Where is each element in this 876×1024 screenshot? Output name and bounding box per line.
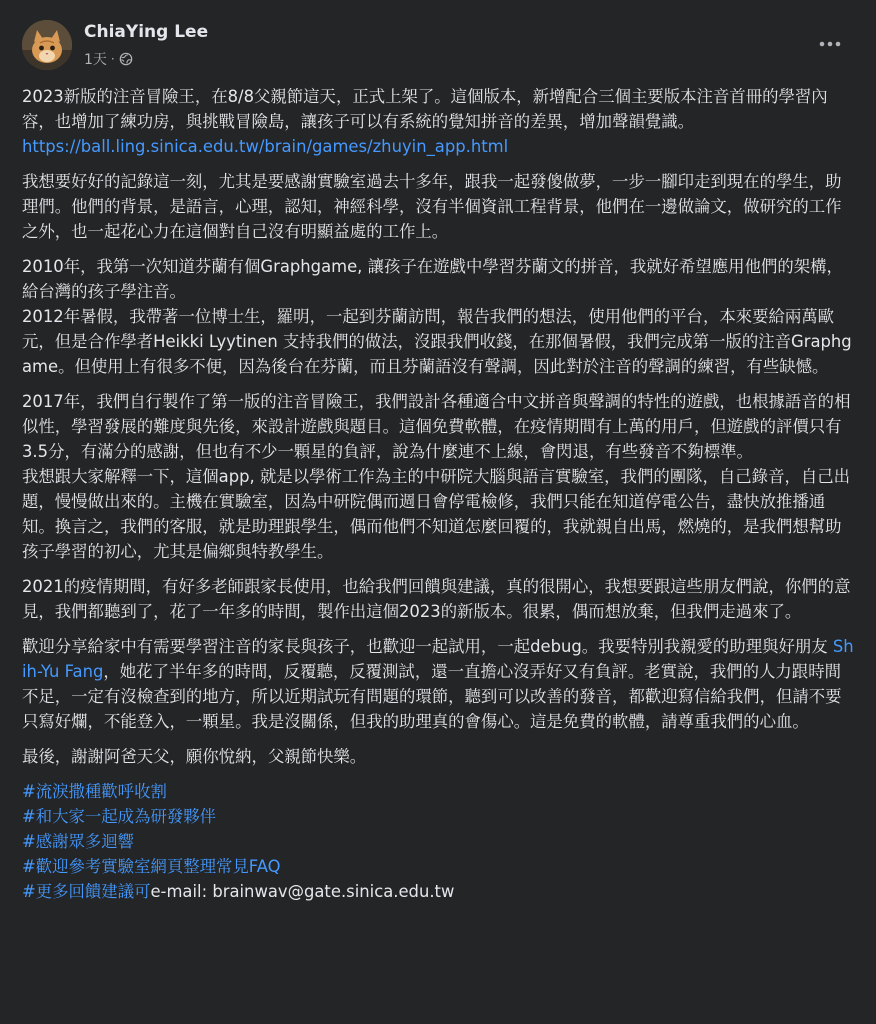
paragraph-release: 2023新版的注音冒險王，在8/8父親節這天，正式上架了。這個版本，新增配合三個主要版本注音首冊的學習內容，也增加了練功房，與挑戰冒險島，讓孩子可以有系統的覺知拼音的差異，增加聲韻覺識。: [22, 87, 828, 131]
post-time[interactable]: 1天: [84, 52, 107, 68]
post-header: [22, 18, 854, 74]
author-name[interactable]: ChiaYing Lee: [84, 22, 209, 42]
welcome-text-before: 歡迎分享給家中有需要學習注音的家長與孩子，也歡迎一起試用，一起debug。我要特別我親愛的助理與好朋友: [22, 637, 833, 656]
paragraph-2021: 2021的疫情期間，有好多老師跟家長使用，也給我們回饋與建議，真的很開心，我想要跟這些朋友們說，你們的意見，我們都聽到了，花了一年多的時間，製作出這個2023的新版本。很累，偶而想放棄，但我們走過來了。: [22, 577, 851, 621]
mention-shih-yu-fang[interactable]: Shih-Yu Fang: [22, 637, 854, 681]
meta-separator: ·: [110, 52, 115, 66]
hashtag-link[interactable]: #更多回饋建議可: [22, 882, 151, 901]
welcome-text-after: ，她花了半年多的時間，反覆聽，反覆測試，還一直擔心沒弄好又有負評。老實說，我們的人力跟時間不足，一定有沒檢查到的地方，所以近期試玩有問題的環節，聽到可以改善的發音，都歡迎寫信給我們，但請不要只寫好爛，不能登入，一顆星。我是沒關係，但我的助理真的會傷心。這是免費的軟體，請尊重我們的心血。: [22, 662, 842, 731]
more-options-icon: [819, 41, 841, 47]
author-avatar[interactable]: [22, 20, 72, 70]
app-link[interactable]: https://ball.ling.sinica.edu.tw/brain/games/zhuyin_app.html: [22, 137, 509, 156]
paragraph-2012: 2012年暑假，我帶著一位博士生，羅明，一起到芬蘭訪問，報告我們的想法，使用他們的平台，本來要給兩萬歐元，但是合作學者Heikki Lyytinen 支持我們的做法，沒跟我們收錢，在那個暑假，我們完成第一版的注音Graphgame。但使用上有很多不便，因為後台在芬蘭，而且芬蘭語沒有聲調，因此對於注音的聲調的練習，有些缺憾。: [22, 307, 852, 376]
paragraph-closing: 最後，謝謝阿爸天父，願你悅納，父親節快樂。: [22, 747, 367, 766]
paragraph-thanks: 我想要好好的記錄這一刻，尤其是要感謝實驗室過去十多年，跟我一起發傻做夢，一步一腳印走到現在的學生，助理們。他們的背景，是語言，心理，認知，神經科學，沒有半個資訊工程背景，他們在一邊做論文，做研究的工作之外，也一起花心力在這個對自己沒有明顯益處的工作上。: [22, 172, 842, 241]
more-options-button[interactable]: [812, 26, 848, 62]
hashtag-list: [22, 779, 854, 904]
paragraph-welcome: [22, 634, 854, 734]
hashtag-link[interactable]: #流淚撒種歡呼收割: [22, 782, 167, 801]
email-text: e-mail: brainwav@gate.sinica.edu.tw: [150, 882, 455, 901]
globe-icon[interactable]: [119, 52, 133, 66]
paragraph-explain: 我想跟大家解釋一下，這個app, 就是以學術工作為主的中研院大腦與語言實驗室，我們的團隊，自己錄音，自己出題，慢慢做出來的。主機在實驗室，因為中研院偶而週日會停電檢修，我們只能在知道停電公告，盡快放推播通知。換言之，我們的客服，就是助理跟學生，偶而他們不知道怎麼回覆的，我就親自出馬，燃燒的，是我們想幫助孩子學習的初心，尤其是偏鄉與特教學生。: [22, 467, 851, 561]
hashtag-link[interactable]: #感謝眾多迴響: [22, 832, 135, 851]
post-body: [22, 84, 854, 904]
paragraph-2010: 2010年，我第一次知道芬蘭有個Graphgame, 讓孩子在遊戲中學習芬蘭文的拼音，我就好希望應用他們的架構，給台灣的孩子學注音。: [22, 257, 843, 301]
cat-avatar-icon: [22, 20, 72, 70]
hashtag-feedback-line: [22, 879, 854, 904]
paragraph-2017: 2017年，我們自行製作了第一版的注音冒險王，我們設計各種適合中文拼音與聲調的特性的遊戲，也根據語音的相似性，學習發展的難度與先後，來設計遊戲與題目。這個免費軟體，在疫情期間有上萬的用戶，但遊戲的評價只有3.5分，有滿分的感謝，但也有不少一顆星的負評，說為什麼連不上線，會閃退，有些發音不夠標準。: [22, 392, 851, 461]
hashtag-link[interactable]: #和大家一起成為研發夥伴: [22, 807, 217, 826]
post-meta: [84, 49, 133, 69]
hashtag-link[interactable]: #歡迎參考實驗室網頁整理常見FAQ: [22, 857, 281, 876]
